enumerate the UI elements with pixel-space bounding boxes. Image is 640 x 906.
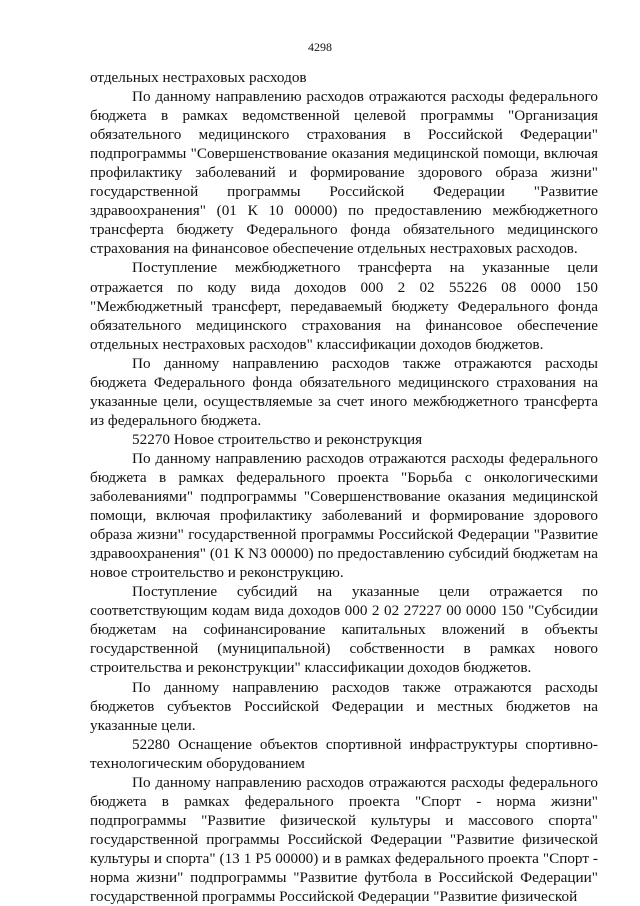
paragraph: По данному направлению расходов отражаются расходы федерального бюджета в рамках федерального проекта "Спорт - норма жизни" подпрограммы "Развитие физической культуры и массового спорта" государственной программы Российской Федерации "Развитие физической культуры и спорта" (13 1 Р5 00000) и в рамках федерального проекта "Спорт - норма жизни" подпрограммы "Развитие футбола в Российской Федерации" государственной программы Российской Федерации "Развитие физической [90,773,598,906]
section-heading: 52270 Новое строительство и реконструкция [132,430,423,448]
page-number: 4298 [308,40,332,54]
paragraph: По данному направлению расходов также отражаются расходы бюджетов субъектов Российской Федерации и местных бюджетов на указанные цели. [90,678,598,734]
paragraph-continuation: отдельных нестраховых расходов [90,69,307,86]
paragraph: По данному направлению расходов отражаются расходы федерального бюджета в рамках ведомственной целевой программы "Организация обязательного медицинского страхования в Российской Федерации" подпрограммы "Совершенствование оказания медицинской помощи, включая профилактику заболеваний и формирование здорового образа жизни" государственной программы Российской Федерации "Развитие здравоохранения" (01 К 10 00000) по предоставлению межбюджетного трансферта бюджету Федерального фонда обязательного медицинского страхования на финансовое обеспечение отдельных нестраховых расходов. [90,88,598,258]
paragraph: Поступление субсидий на указанные цели отражается по соответствующим кодам вида доходов 000 2 02 27227 00 0000 150 "Субсидии бюджетам на софинансирование капитальных вложений в объекты государственной (муниципальной) собственности в рамках нового строительства и реконструкции" классификации доходов бюджетов. [90,583,598,677]
paragraph: По данному направлению расходов отражаются расходы федерального бюджета в рамках федерального проекта "Борьба с онкологическими заболеваниями" подпрограммы "Совершенствование оказания медицинской помощи, включая профилактику заболеваний и формирование здорового образа жизни" государственной программы Российской Федерации "Развитие здравоохранения" (01 К N3 00000) по предоставлению субсидий бюджетам на новое строительство и реконструкцию. [90,449,598,582]
document-body [90,68,598,906]
section-heading: 52280 Оснащение объектов спортивной инфраструктуры спортивно-технологическим оборудованием [90,735,598,772]
paragraph: Поступление межбюджетного трансферта на указанные цели отражается по коду вида доходов 000 2 02 55226 08 0000 150 "Межбюджетный трансферт, передаваемый бюджету Федерального фонда обязательного медицинского страхования на финансовое обеспечение отдельных нестраховых расходов" классификации доходов бюджетов. [90,259,598,353]
paragraph: По данному направлению расходов также отражаются расходы бюджета Федерального фонда обязательного медицинского страхования на указанные цели, осуществляемые за счет иного межбюджетного трансферта из федерального бюджета. [90,354,598,429]
